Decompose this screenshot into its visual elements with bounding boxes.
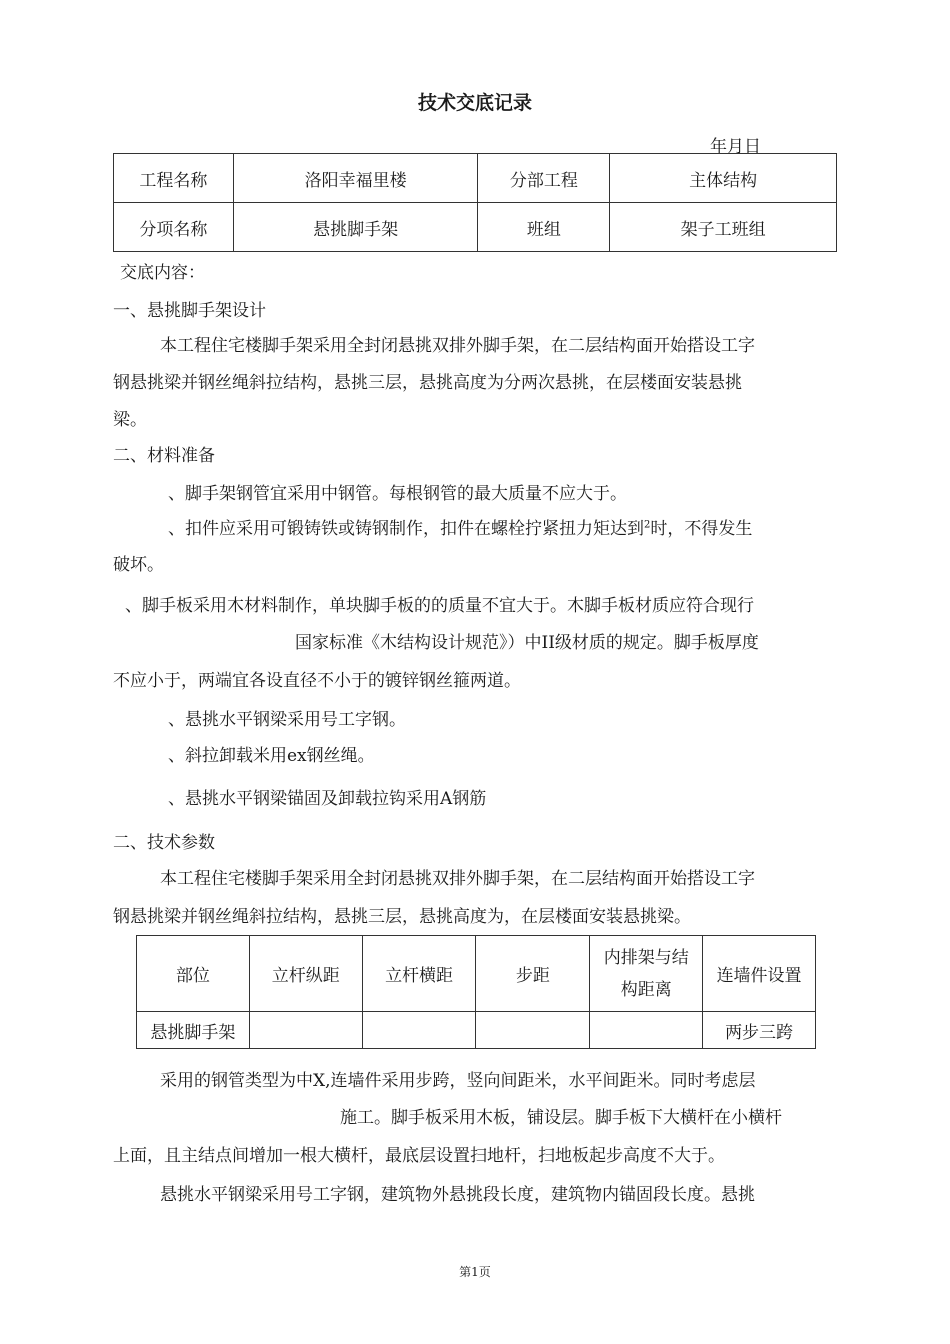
table-row <box>114 203 837 252</box>
table-cell: 架子工班组 <box>610 203 837 252</box>
table-cell: 两步三跨 <box>703 1012 816 1049</box>
table-header-row <box>137 936 816 1012</box>
table-header-cell: 步距 <box>476 936 590 1012</box>
table-cell: 悬挑脚手架 <box>233 203 478 252</box>
table-header-cell: 部位 <box>137 936 250 1012</box>
date-line: 年月日 <box>710 137 761 157</box>
header-line: 构距离 <box>620 979 672 1000</box>
table-cell <box>249 1012 362 1049</box>
paragraph-line: 不应小于，两端宜各设直径不小于的镀锌钢丝箍两道。 <box>113 671 521 691</box>
table-header-cell <box>590 936 703 1012</box>
table-header-cell: 连墙件设置 <box>703 936 816 1012</box>
header-line: 内排架与结 <box>603 947 689 968</box>
table-cell: 分部工程 <box>478 154 610 203</box>
paragraph-line: 破坏。 <box>113 555 164 575</box>
paragraph-line: 上面，且主结点间增加一根大横杆，最底层设置扫地杆，扫地板起步高度不大于。 <box>113 1146 725 1166</box>
paragraph-line: 钢悬挑梁并钢丝绳斜拉结构，悬挑三层，悬挑高度为分两次悬挑，在层楼面安装悬挑 <box>113 373 742 393</box>
table-cell: 分项名称 <box>114 203 234 252</box>
paragraph-line: 梁。 <box>113 410 147 430</box>
list-item: 、悬挑水平钢梁锚固及卸载拉钩采用A钢筋 <box>168 789 487 809</box>
table-cell: 主体结构 <box>610 154 837 203</box>
paragraph-line: 施工。脚手板采用木板，铺设层。脚手板下大横杆在小横杆 <box>340 1108 782 1128</box>
table-header-cell: 立杆纵距 <box>249 936 362 1012</box>
table-cell: 悬挑脚手架 <box>137 1012 250 1049</box>
table-cell <box>590 1012 703 1049</box>
section-heading: 一、悬挑脚手架设计 <box>113 301 266 321</box>
table-header-cell: 立杆横距 <box>362 936 476 1012</box>
text-part: 、扣件应采用可锻铸铁或铸钢制作，扣件在螺栓拧紧扭力矩达到 <box>168 519 644 539</box>
list-item <box>168 514 752 539</box>
page-number: 第1页 <box>459 1265 491 1279</box>
text-part: 时，不得发生 <box>650 519 753 539</box>
paragraph-line: 国家标准《木结构设计规范》）中II级材质的规定。脚手板厚度 <box>295 633 759 653</box>
list-item: 、斜拉卸载米用ex钢丝绳。 <box>168 746 375 766</box>
section-heading: 二、技术参数 <box>113 833 215 853</box>
table-row <box>137 1012 816 1049</box>
table-cell: 洛阳幸福里楼 <box>233 154 478 203</box>
project-info-table <box>113 153 837 252</box>
paragraph-line: 钢悬挑梁并钢丝绳斜拉结构，悬挑三层，悬挑高度为，在层楼面安装悬挑梁。 <box>113 907 691 927</box>
table-row <box>114 154 837 203</box>
paragraph-line: 本工程住宅楼脚手架采用全封闭悬挑双排外脚手架，在二层结构面开始搭设工字 <box>160 869 755 889</box>
table-cell <box>362 1012 476 1049</box>
list-item: 、脚手板采用木材料制作，单块脚手板的的质量不宜大于。木脚手板材质应符合现行 <box>125 596 754 616</box>
content-label: 交底内容： <box>120 263 205 283</box>
superscript: 2 <box>644 519 651 531</box>
table-cell <box>476 1012 590 1049</box>
section-heading: 二、材料准备 <box>113 446 215 466</box>
paragraph-line: 采用的钢管类型为中X,连墙件采用步跨，竖向间距米，水平间距米。同时考虑层 <box>160 1071 756 1091</box>
table-cell: 工程名称 <box>114 154 234 203</box>
paragraph-line: 悬挑水平钢梁采用号工字钢，建筑物外悬挑段长度，建筑物内锚固段长度。悬挑 <box>160 1185 755 1205</box>
paragraph-line: 本工程住宅楼脚手架采用全封闭悬挑双排外脚手架，在二层结构面开始搭设工字 <box>160 336 755 356</box>
page-title: 技术交底记录 <box>417 92 532 114</box>
parameter-table <box>136 935 816 1049</box>
table-cell: 班组 <box>478 203 610 252</box>
list-item: 、悬挑水平钢梁采用号工字钢。 <box>168 710 406 730</box>
list-item: 、脚手架钢管宜采用中钢管。每根钢管的最大质量不应大于。 <box>168 484 627 504</box>
